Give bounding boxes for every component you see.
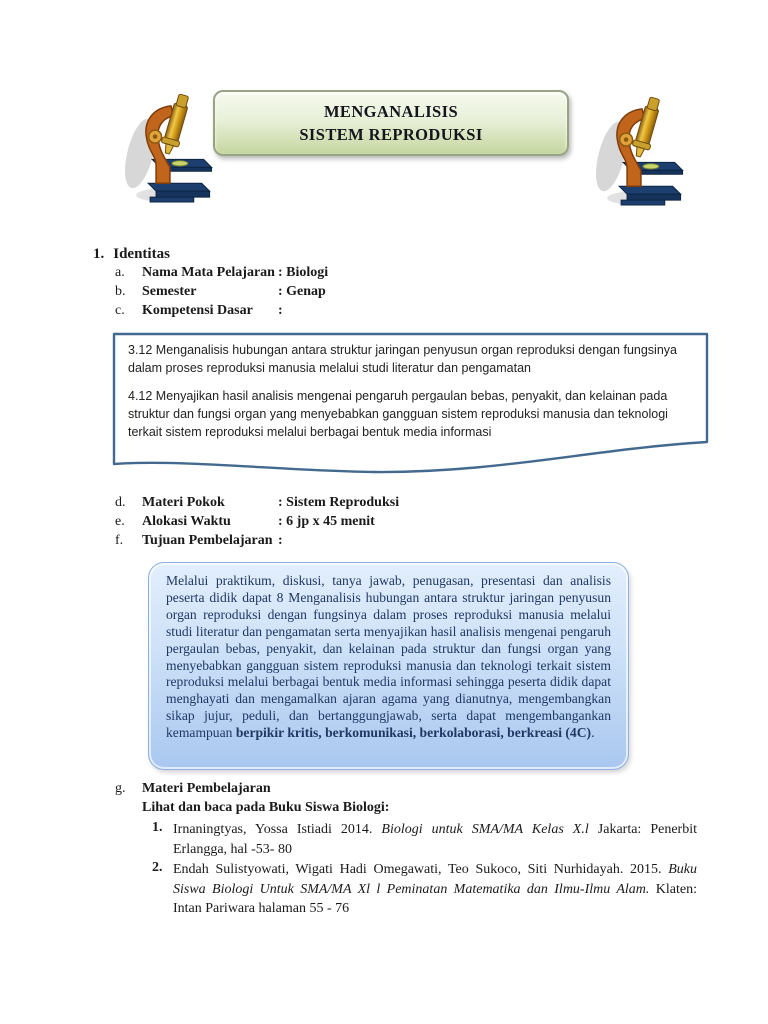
reference-authors: Endah Sulistyowati, Wigati Hadi Omegawati, Teo Sukoco, Siti Nurhidayah. 2015.	[173, 862, 669, 877]
microscope-icon	[111, 92, 217, 206]
item-value: :	[278, 303, 283, 318]
item-label: Alokasi Waktu	[142, 514, 231, 529]
kompetensi-dasar-text	[128, 341, 694, 451]
item-letter: e.	[115, 514, 125, 529]
item-value: : Sistem Reproduksi	[278, 495, 400, 510]
reference-number: 1.	[152, 820, 163, 835]
reference-item-1	[152, 820, 697, 859]
item-letter: b.	[115, 284, 126, 299]
item-value: : 6 jp x 45 menit	[278, 514, 375, 529]
tujuan-pembelajaran-box	[148, 562, 629, 770]
reference-book-title: Buku Siswa Biologi Untuk SMA/MA Xl l Peminatan Matematika dan Ilmu-Ilmu Alam.	[173, 862, 697, 897]
item-letter: c.	[115, 303, 125, 318]
reference-publisher: Jakarta: Penerbit Erlangga, hal -53- 80	[173, 822, 697, 857]
reference-number: 2.	[152, 860, 163, 875]
banner-title-line2: SISTEM REPRODUKSI	[299, 125, 483, 144]
item-label: Materi Pembelajaran	[142, 781, 271, 796]
kd-4-12: 4.12 Menyajikan hasil analisis mengenai pengaruh pergaulan bebas, penyakit, dan kelainan pada struktur dan fungsi organ yang menyebabkan gangguan sistem reproduksi manusia dan teknologi terkait sistem reproduksi melalui berbagai bentuk media informasi	[128, 389, 668, 439]
item-value: : Biologi	[278, 265, 329, 280]
item-label: Kompetensi Dasar	[142, 303, 253, 318]
section-title: Identitas	[113, 246, 170, 262]
tujuan-text-normal: Melalui praktikum, diskusi, tanya jawab, penugasan, presentasi dan analisis peserta didik dapat 8 Menganalisis hubungan antara struktur jaringan penyusun organ reproduksi dengan fungsinya dalam proses reproduksi manusia melalui studi literatur dan pengamatan serta menyajikan hasil analisis mengenai pengaruh pergaulan bebas, penyakit, dan kelainan pada struktur dan fungsi organ yang menyebabkan gangguan sistem reproduksi manusia dan teknologi terkait sistem reproduksi melalui berbagai bentuk media informasi sehingga peserta didik dapat menghayati dan mengamalkan ajaran agama yang dianutnya, mengembangkan sikap jujur, peduli, dan bertanggungjawab, serta dapat mengembangankan kemampuan	[166, 573, 611, 741]
reference-list	[152, 820, 697, 920]
reference-item-2	[152, 860, 697, 919]
reference-authors: Irnaningtyas, Yossa Istiadi 2014.	[173, 822, 382, 837]
item-letter: f.	[115, 533, 124, 548]
item-label: Tujuan Pembelajaran	[142, 533, 273, 548]
item-label: Semester	[142, 284, 197, 299]
item-letter: a.	[115, 265, 125, 280]
item-value: : Genap	[278, 284, 326, 299]
banner-title-line1: MENGANALISIS	[323, 101, 459, 121]
item-label: Nama Mata Pelajaran	[142, 265, 275, 280]
tujuan-pembelajaran-text	[166, 573, 611, 742]
kd-3-12: 3.12 Menganalisis hubungan antara struktur jaringan penyusun organ reproduksi dengan fungsinya dalam proses reproduksi manusia melalui studi literatur dan pengamatan	[128, 343, 677, 375]
microscope-icon	[582, 95, 688, 209]
kompetensi-dasar-box	[112, 332, 710, 474]
section-number: 1.	[93, 246, 105, 262]
reference-text	[173, 820, 697, 859]
item-label: Materi Pokok	[142, 495, 225, 510]
reference-book-title: Biologi untuk SMA/MA Kelas X.l	[381, 822, 589, 837]
tujuan-text-bold-4c: berpikir kritis, berkomunikasi, berkolaborasi, berkreasi (4C)	[235, 725, 592, 741]
materi-pembelajaran-subtitle: Lihat dan baca pada Buku Siswa Biologi:	[142, 800, 390, 815]
reference-text	[173, 860, 697, 919]
item-letter: g.	[115, 781, 126, 796]
title-banner	[213, 90, 569, 156]
item-value: :	[278, 533, 283, 548]
item-letter: d.	[115, 495, 126, 510]
reference-publisher: Klaten: Intan Pariwara halaman 55 - 76	[173, 881, 697, 916]
tujuan-text-period: .	[591, 725, 595, 741]
section-identitas-heading	[93, 246, 170, 263]
